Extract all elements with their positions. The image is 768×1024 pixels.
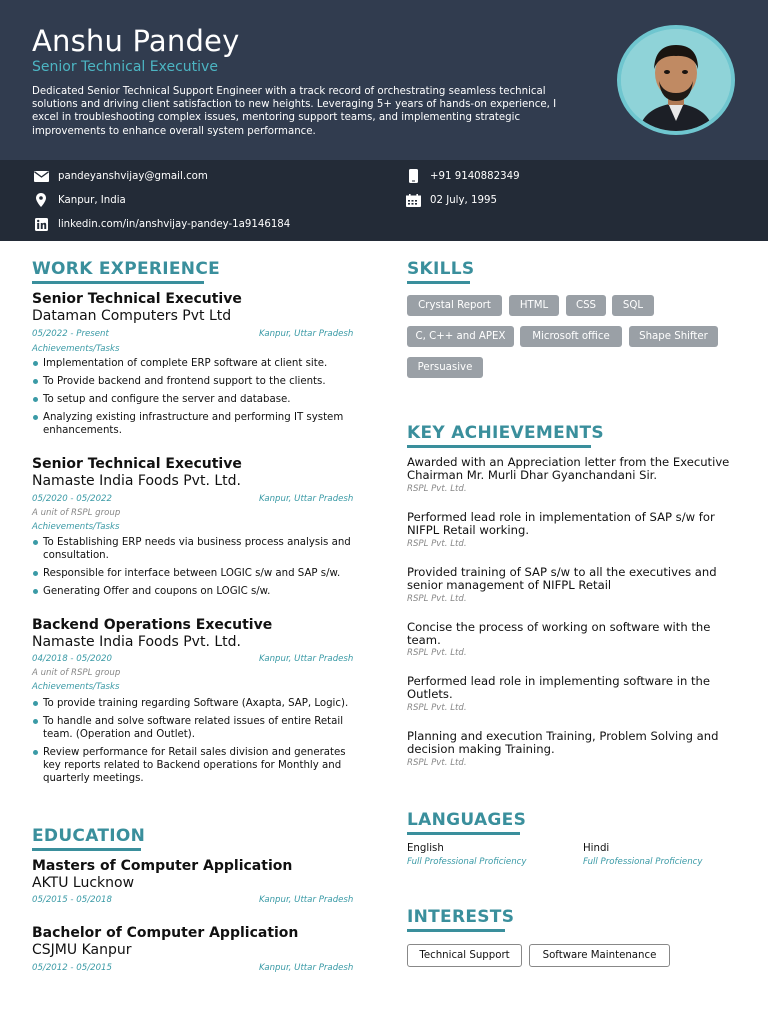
work-company: Namaste India Foods Pvt. Ltd.: [32, 634, 241, 650]
education-location: Kanpur, Uttar Pradesh: [259, 963, 354, 973]
profile-photo: [617, 25, 735, 135]
summary-text: Dedicated Senior Technical Support Engineer with a track record of orchestrating seamless technical solutions and driving client satisfaction to new heights. Leveraging 5+ years of hands-on experience, I excel in troubleshooting complex issues, mentoring support teams, and implementing strategic improvements to enhance overall system performance.: [32, 86, 557, 137]
tasks-label: Achievements/Tasks: [32, 344, 120, 354]
skill-chip: Shape Shifter: [629, 326, 718, 347]
skill-chip: Persuasive: [407, 357, 483, 378]
work-note: A unit of RSPL group: [32, 668, 121, 678]
school-name: CSJMU Kanpur: [32, 942, 132, 958]
achievement-text: Concise the process of working on software with the team.: [407, 620, 711, 647]
task-list: [32, 536, 362, 603]
task-item: To Establishing ERP needs via business process analysis and consultation.: [32, 536, 362, 562]
work-location: Kanpur, Uttar Pradesh: [259, 494, 354, 504]
skill-chip: SQL: [612, 295, 654, 316]
work-dates: 05/2020 - 05/2022: [32, 494, 112, 504]
envelope-icon: [33, 169, 49, 183]
skill-chip: CSS: [566, 295, 606, 316]
work-role: Backend Operations Executive: [32, 617, 273, 633]
contact-location: [33, 193, 126, 207]
task-item: To Provide backend and frontend support to the clients.: [32, 375, 362, 388]
education-dates: 05/2012 - 05/2015: [32, 963, 112, 973]
task-item: Analyzing existing infrastructure and performing IT system enhancements.: [32, 411, 362, 437]
tasks-label: Achievements/Tasks: [32, 682, 120, 692]
phone-text: +91 9140882349: [430, 170, 520, 182]
task-item: Implementation of complete ERP software at client site.: [32, 357, 362, 370]
task-item: To setup and configure the server and database.: [32, 393, 362, 406]
achievement-org: RSPL Pvt. Ltd.: [407, 539, 467, 549]
work-dates: 05/2022 - Present: [32, 329, 109, 339]
achievement-org: RSPL Pvt. Ltd.: [407, 648, 467, 658]
email-text: pandeyanshvijay@gmail.com: [58, 170, 208, 182]
skills-heading: SKILLS: [407, 259, 474, 284]
language-level: Full Professional Proficiency: [407, 857, 527, 867]
work-location: Kanpur, Uttar Pradesh: [259, 329, 354, 339]
work-experience-heading: WORK EXPERIENCE: [32, 259, 220, 284]
achievement-text: Performed lead role in implementation of SAP s/w for NIFPL Retail working.: [407, 510, 715, 537]
work-location: Kanpur, Uttar Pradesh: [259, 654, 354, 664]
interest-tag: Software Maintenance: [529, 944, 670, 967]
calendar-icon: [405, 193, 421, 207]
language-level: Full Professional Proficiency: [583, 857, 703, 867]
achievement-org: RSPL Pvt. Ltd.: [407, 758, 467, 768]
work-company: Namaste India Foods Pvt. Ltd.: [32, 473, 241, 489]
task-list: [32, 357, 362, 442]
education-location: Kanpur, Uttar Pradesh: [259, 895, 354, 905]
skill-chip: HTML: [509, 295, 559, 316]
degree-title: Masters of Computer Application: [32, 858, 293, 874]
dob-text: 02 July, 1995: [430, 194, 497, 206]
task-item: To provide training regarding Software (Axapta, SAP, Logic).: [32, 697, 362, 710]
interests-heading: INTERESTS: [407, 907, 514, 932]
language-name: Hindi: [583, 843, 610, 854]
candidate-title: Senior Technical Executive: [32, 59, 218, 75]
linkedin-icon: [33, 217, 49, 231]
task-item: Review performance for Retail sales division and generates key reports related to Backend operations for Monthly and quarterly meetings.: [32, 746, 362, 785]
contact-bar: [0, 160, 768, 241]
resume-header: [0, 0, 768, 160]
task-item: To handle and solve software related issues of entire Retail team. (Operation and Outlet).: [32, 715, 362, 741]
skill-chip: C, C++ and APEX: [407, 326, 514, 347]
achievement-text: Awarded with an Appreciation letter from the Executive Chairman Mr. Murli Dhar Gyanchandani Sir.: [407, 455, 730, 482]
candidate-name: Anshu Pandey: [32, 24, 240, 58]
key-achievements-heading: KEY ACHIEVEMENTS: [407, 423, 604, 448]
work-note: A unit of RSPL group: [32, 508, 121, 518]
degree-title: Bachelor of Computer Application: [32, 925, 299, 941]
work-dates: 04/2018 - 05/2020: [32, 654, 112, 664]
skill-chip: Crystal Report: [407, 295, 502, 316]
languages-heading: LANGUAGES: [407, 810, 526, 835]
task-item: Generating Offer and coupons on LOGIC s/w.: [32, 585, 362, 598]
achievement-org: RSPL Pvt. Ltd.: [407, 703, 467, 713]
tasks-label: Achievements/Tasks: [32, 522, 120, 532]
work-role: Senior Technical Executive: [32, 456, 242, 472]
work-company: Dataman Computers Pvt Ltd: [32, 308, 232, 324]
achievement-org: RSPL Pvt. Ltd.: [407, 484, 467, 494]
education-dates: 05/2015 - 05/2018: [32, 895, 112, 905]
map-pin-icon: [33, 193, 49, 207]
language-name: English: [407, 843, 444, 854]
skill-chip: Microsoft office: [520, 326, 622, 347]
mobile-phone-icon: [405, 169, 421, 183]
contact-dob: [405, 193, 497, 207]
education-heading: EDUCATION: [32, 826, 145, 851]
contact-phone[interactable]: [405, 169, 520, 183]
school-name: AKTU Lucknow: [32, 875, 135, 891]
location-text: Kanpur, India: [58, 194, 126, 206]
contact-email[interactable]: [33, 169, 208, 183]
achievement-org: RSPL Pvt. Ltd.: [407, 594, 467, 604]
achievement-text: Performed lead role in implementing software in the Outlets.: [407, 674, 711, 701]
task-list: [32, 697, 362, 790]
interest-tag: Technical Support: [407, 944, 522, 967]
achievement-text: Provided training of SAP s/w to all the executives and senior management of NIFPL Retail: [407, 565, 717, 592]
achievement-text: Planning and execution Training, Problem Solving and decision making Training.: [407, 729, 719, 756]
task-item: Responsible for interface between LOGIC s/w and SAP s/w.: [32, 567, 362, 580]
linkedin-text: linkedin.com/in/anshvijay-pandey-1a9146184: [58, 218, 291, 230]
contact-linkedin[interactable]: [33, 217, 290, 231]
work-role: Senior Technical Executive: [32, 291, 242, 307]
